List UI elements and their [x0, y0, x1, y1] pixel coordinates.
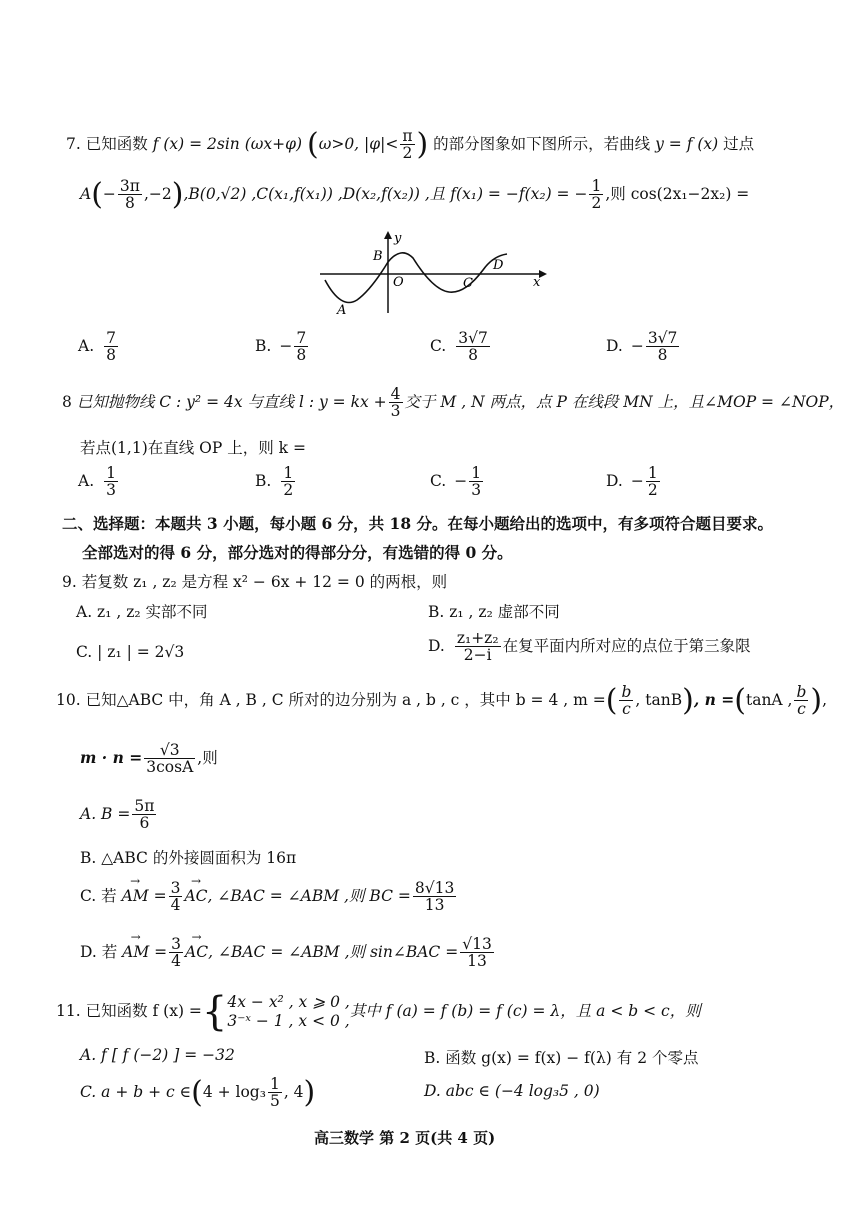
- q11-stem: 11. 已知函数 f (x) ={ 4x − x² , x ⩾ 0 , 3⁻ˣ − 1 , x < 0 , 其中 f (a) = f (b) = f (c) = λ，且 a < b < c，则: [56, 989, 701, 1035]
- q10-condition: m · n = $\frac{√3}{3\cos A}$ ,则: [80, 741, 218, 777]
- graph-label-d: D: [493, 258, 504, 273]
- graph-label-b: B: [373, 249, 383, 264]
- q9-option-a[interactable]: A. z₁ , z₂ 实部不同: [76, 603, 208, 621]
- q9-option-d[interactable]: D. $\frac{\text{z₁+z₂}}{2-i}$ 在复平面内所对应的点位于第三象限: [428, 629, 751, 665]
- q9-option-c[interactable]: C. | z₁ | = 2√3: [76, 643, 185, 661]
- q9-option-b[interactable]: B. z₁ , z₂ 虚部不同: [428, 603, 560, 621]
- q8-option-b[interactable]: B. $\frac{1}{2}$: [255, 464, 294, 500]
- graph-label-o: O: [393, 275, 404, 290]
- section2-heading: 二、选择题：本题共 3 小题，每小题 6 分，共 18 分。在每小题给出的选项中，有多项符合题目要求。: [62, 514, 774, 533]
- q11-option-b[interactable]: B. 函数 g(x) = f(x) − f(λ) 有 2 个零点: [424, 1049, 699, 1067]
- q7-line2: A(− $\frac{3\pi}{8}$ ,−2),B(0,√2) ,C(x₁,f(x₁)) ,D(x₂,f(x₂)) ,且 f(x₁) = −f(x₂) = − $\frac{1}{2}$ ,则 cos(2x₁−2x₂) =: [80, 176, 750, 213]
- graph-label-y: y: [394, 231, 402, 246]
- q11-option-c[interactable]: C. a + b + c ∈(4 + log₃ $\frac{1}{5}$ , 4): [80, 1074, 316, 1111]
- q7-option-a[interactable]: A. $\frac{7}{8}$: [78, 329, 116, 365]
- q7-number: 7.: [66, 134, 81, 153]
- q7-option-d[interactable]: D. − $\frac{3√7}{8}$: [606, 329, 678, 365]
- sine-curve: [325, 253, 507, 303]
- q10-option-c[interactable]: C. 若 → AM = $\frac{3}{4}$ → AC, ∠BAC = ∠ABM ,则 BC = $\frac{8√13}{13}$: [80, 880, 458, 914]
- section2-subheading: 全部选对的得 6 分，部分选对的得部分分，有选错的得 0 分。: [82, 543, 513, 562]
- q8-option-c[interactable]: C. − $\frac{1}{3}$: [430, 464, 482, 500]
- q7-sine-graph: [315, 228, 555, 318]
- q9-stem: 9. 若复数 z₁ , z₂ 是方程 x² − 6x + 12 = 0 的两根，则: [62, 573, 448, 591]
- q8-option-d[interactable]: D. − $\frac{1}{2}$: [606, 464, 658, 500]
- q10-option-d[interactable]: D. 若 → AM = $\frac{3}{4}$ → AC, ∠BAC = ∠ABM ,则 sin∠BAC = $\frac{√13}{13}$: [80, 936, 496, 970]
- page-footer: 高三数学 第 2 页(共 4 页): [314, 1129, 496, 1147]
- q7-option-c[interactable]: C. $\frac{3√7}{8}$: [430, 329, 488, 365]
- q10-option-b[interactable]: B. △ABC 的外接圆面积为 16π: [80, 849, 297, 867]
- q8-line1: 8 已知抛物线 C : y² = 4x 与直线 l : y = kx + $\frac{4}{3}$ 交于 M , N 两点，点 P 在线段 MN 上，且∠MOP = ∠NOP，: [62, 385, 845, 421]
- y-axis-arrow: [384, 231, 392, 239]
- q10-option-a[interactable]: A. B = $\frac{5\pi}{6}$: [80, 797, 155, 833]
- q11-option-a[interactable]: A. f [ f (−2) ] = −32: [80, 1046, 235, 1064]
- graph-label-c: C: [463, 276, 473, 291]
- q7-line1: 7. 已知函数 f (x) = 2sin (ωx+φ) (ω>0, |φ|< $\frac{\pi}{2}$ ) 的部分图象如下图所示，若曲线 y = f (x) 过点: [66, 126, 755, 163]
- q10-stem: 10. 已知△ABC 中，角 A , B , C 所对的边分别为 a , b , c ，其中 b = 4 , m =( $\frac{b}{c}$ , tanB), n =(tanA , $\frac{b}{c}$ ),: [56, 682, 828, 719]
- q7-option-b[interactable]: B. − $\frac{7}{8}$: [255, 329, 307, 365]
- q8-option-a[interactable]: A. $\frac{1}{3}$: [78, 464, 116, 500]
- graph-label-a: A: [337, 303, 347, 318]
- q8-number: 8: [62, 392, 72, 411]
- q8-line2: 若点(1,1)在直线 OP 上，则 k =: [80, 439, 306, 457]
- graph-label-x: x: [533, 275, 541, 290]
- q11-option-d[interactable]: D. abc ∈ (−4 log₃5 , 0): [424, 1082, 600, 1100]
